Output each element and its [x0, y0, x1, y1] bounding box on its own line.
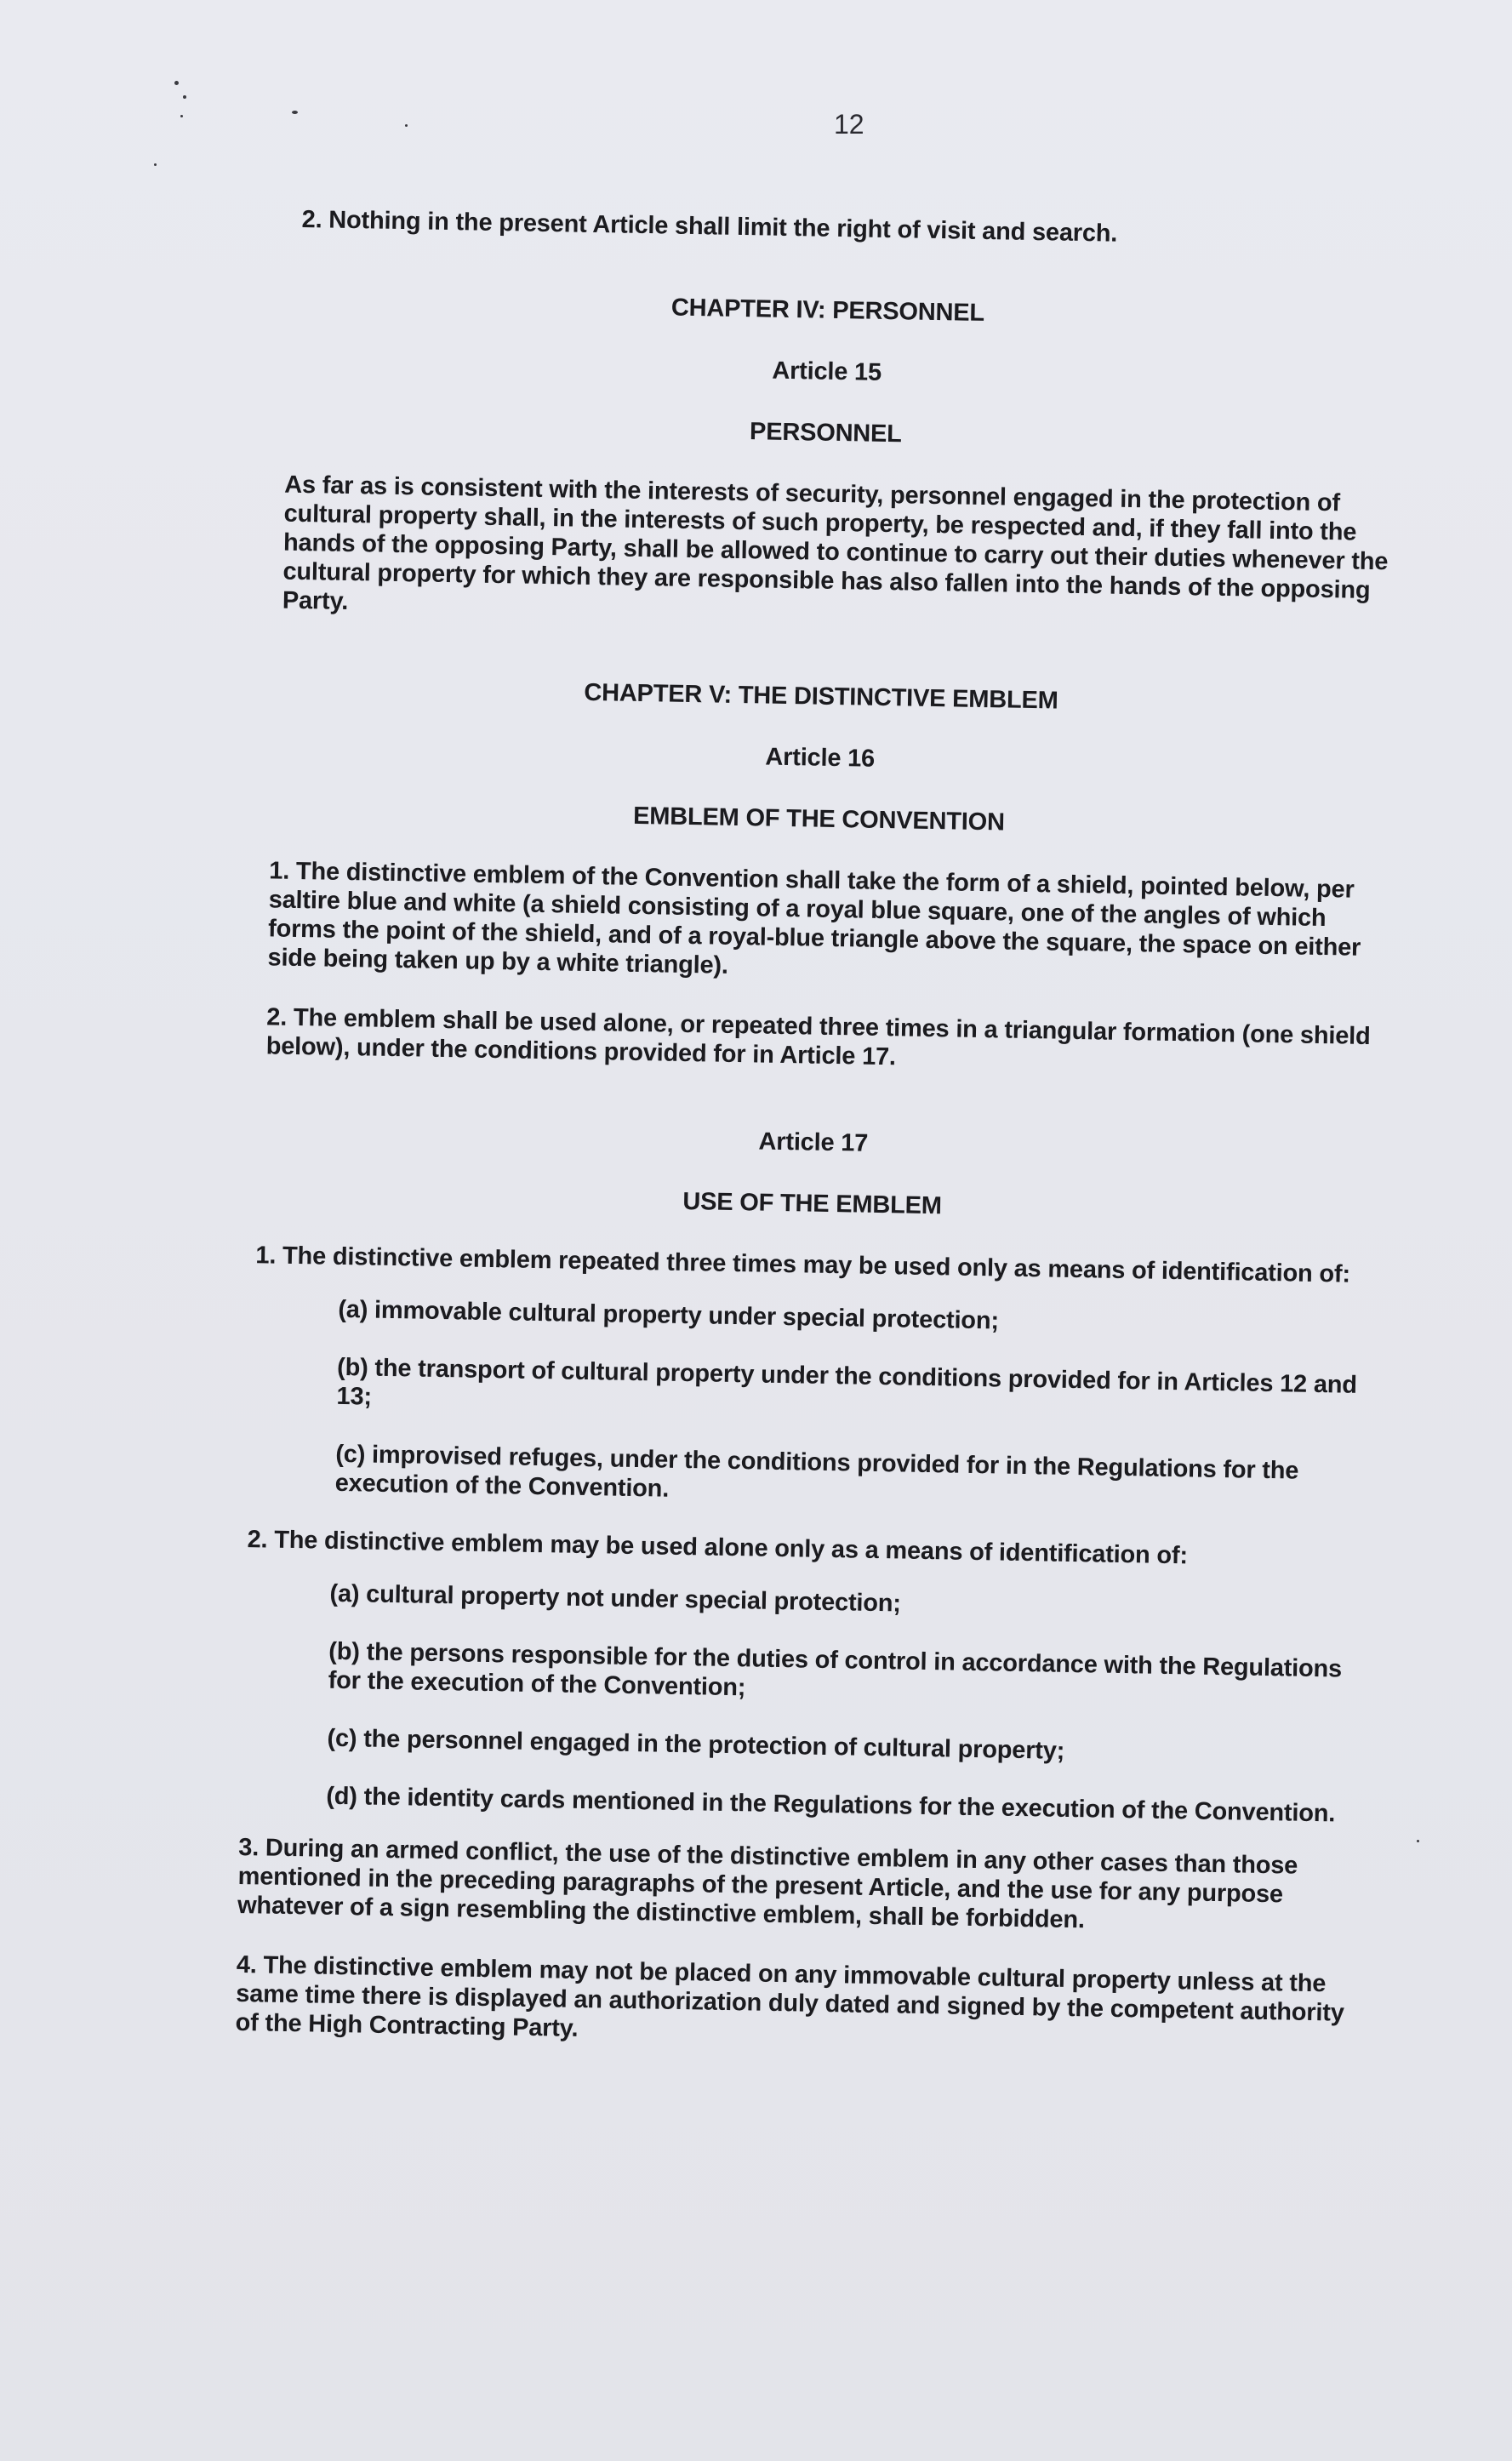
article-17-paragraph-2d: (d) the identity cards mentioned in the Regulations for the execution of the Convention. [326, 1782, 1336, 1828]
article-17-paragraph-1b: (b) the transport of cultural property under the conditions provided for in Articles 12 and 13; [336, 1353, 1358, 1411]
article-15-title: Article 15 [772, 357, 882, 386]
article-17-paragraph-3: 3. During an armed conflict, the use of the distinctive emblem in any other cases than those mentioned in the preceding paragraphs of the present Article, and the use for any purpose whatever of a sign resembling the distinctive emblem, shall be forbidden. [237, 1833, 1298, 1934]
speck [154, 163, 157, 166]
article-17-paragraph-2b: (b) the persons responsible for the duties of control in accordance with the Regulations for the execution of the Convention; [328, 1637, 1343, 1702]
article-17-paragraph-2: 2. The distinctive emblem may be used alone only as a means of identification of: [247, 1526, 1189, 1570]
article-17-paragraph-4: 4. The distinctive emblem may not be placed on any immovable cultural property unless at the same time there is displayed an authorization duly dated and signed by the competent authority of the High Contracting Party. [235, 1950, 1344, 2042]
article14-paragraph-2: 2. Nothing in the present Article shall limit the right of visit and search. [301, 205, 1118, 248]
article-16-heading: EMBLEM OF THE CONVENTION [632, 802, 1006, 837]
article-16-title: Article 16 [765, 743, 876, 773]
chapter-4-title: CHAPTER IV: PERSONNEL [670, 294, 985, 327]
speck [292, 111, 298, 114]
speck [180, 115, 183, 117]
article-15-heading: PERSONNEL [749, 418, 903, 448]
article-17-heading: USE OF THE EMBLEM [682, 1187, 943, 1220]
article-17-paragraph-1: 1. The distinctive emblem repeated three times may be used only as means of identification of: [255, 1242, 1351, 1288]
article-16-paragraph-1: 1. The distinctive emblem of the Convention shall take the form of a shield, pointed below, per saltire blue and white (a shield consisting of a royal blue square, one of the angles of which forms the point of the shield, and of a royal-blue triangle above the square, the space on either side being taken up by a white triangle). [267, 857, 1361, 979]
article-17-paragraph-1a: (a) immovable cultural property under special protection; [338, 1295, 1000, 1335]
article-17-title: Article 17 [758, 1128, 869, 1157]
article-15-text: As far as is consistent with the interests of security, personnel engaged in the protection of cultural property shall, in the interests of such property, be respected and, if they fall into the hands of the opposing Party, shall be allowed to continue to carry out their duties whenever the cultural property for which they are responsible has also fallen into the hands of the opposing Party. [282, 471, 1389, 615]
speck [1417, 1840, 1419, 1842]
speck [405, 124, 408, 127]
article-17-paragraph-2c: (c) the personnel engaged in the protection of cultural property; [327, 1724, 1065, 1765]
page-number: 12 [834, 109, 864, 140]
speck [183, 95, 186, 99]
article-17-paragraph-1c: (c) improvised refuges, under the conditions provided for in the Regulations for the execution of the Convention. [334, 1440, 1299, 1503]
chapter-5-title: CHAPTER V: THE DISTINCTIVE EMBLEM [584, 678, 1058, 715]
document-body [223, 204, 1404, 2087]
article-16-paragraph-2: 2. The emblem shall be used alone, or repeated three times in a triangular formation (one shield below), under the conditions provided for in Article 17. [265, 1003, 1371, 1071]
article-17-paragraph-2a: (a) cultural property not under special protection; [329, 1579, 902, 1618]
speck [174, 81, 179, 85]
